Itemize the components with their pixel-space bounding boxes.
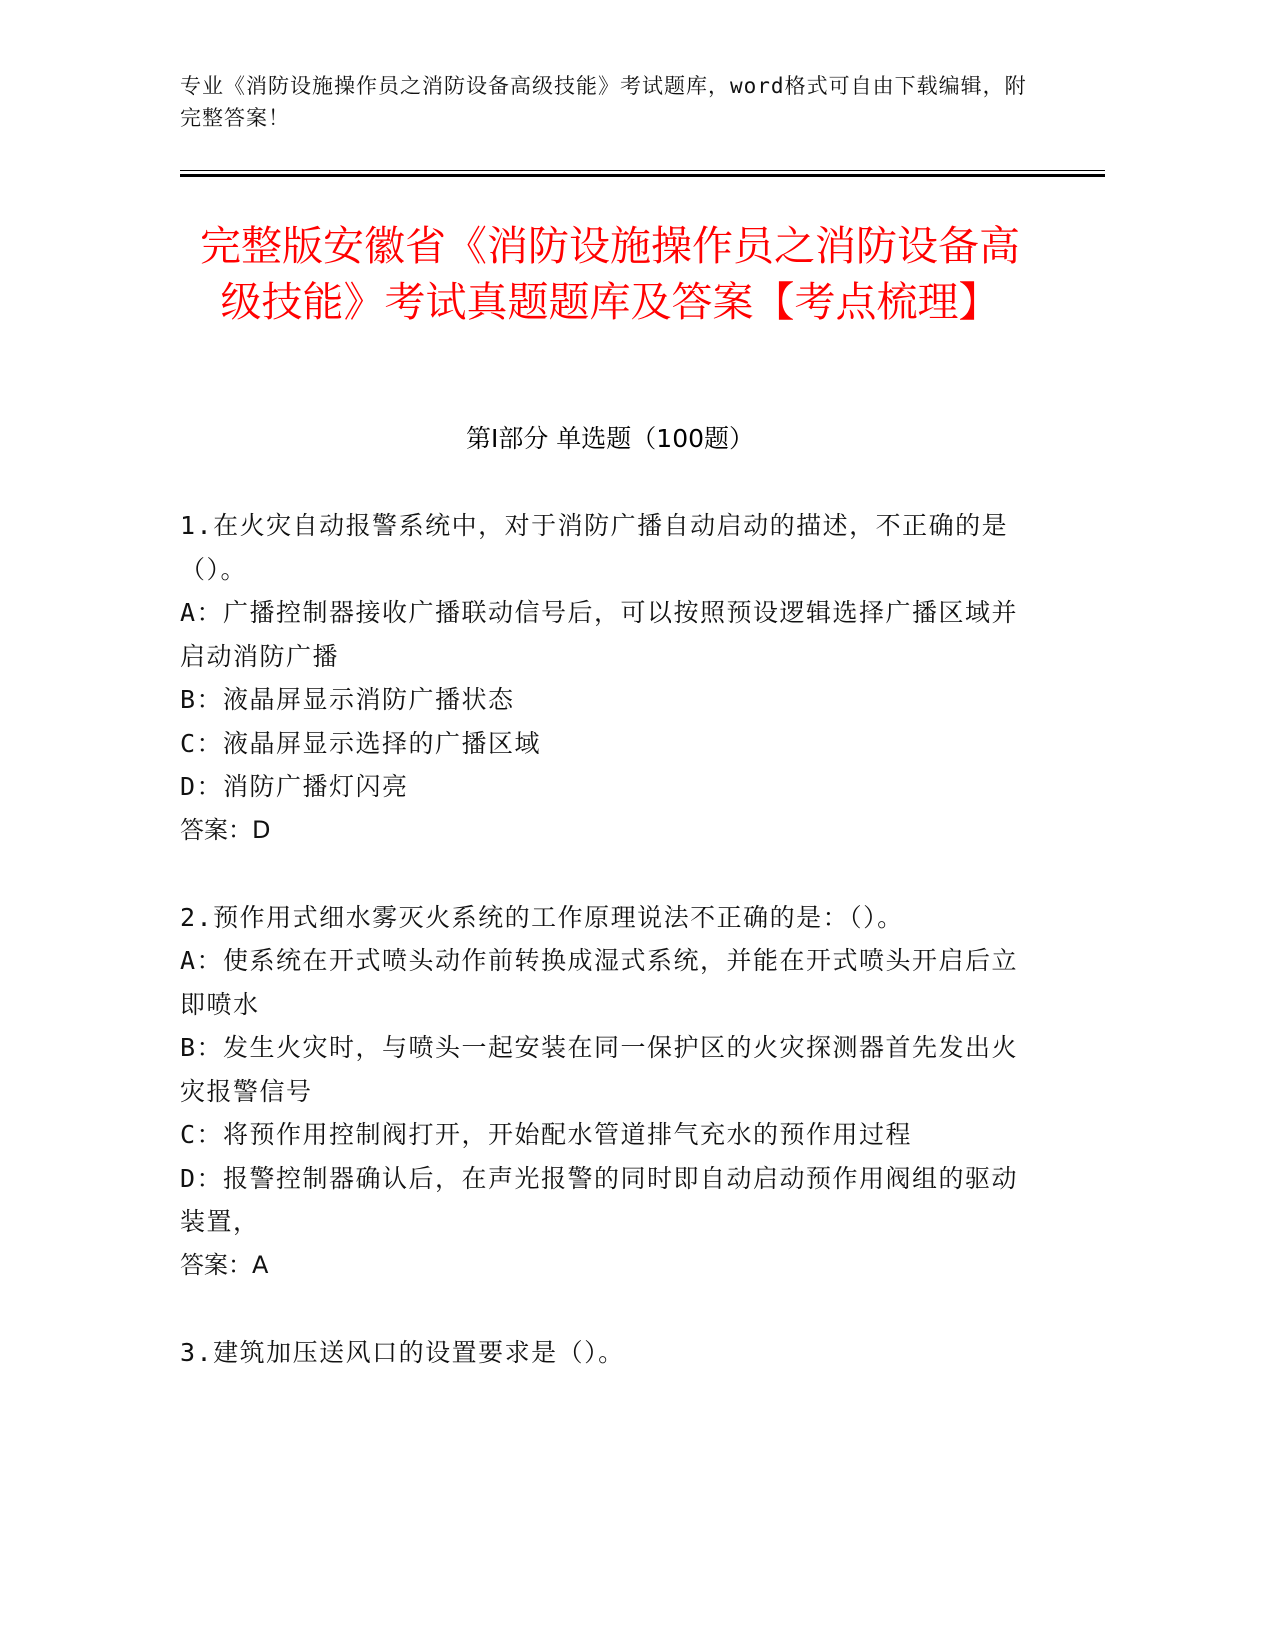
option-c: C：将预作用控制阀打开，开始配水管道排气充水的预作用过程: [180, 1120, 913, 1149]
option-a: A：使系统在开式喷头动作前转换成湿式系统，并能在开式喷头开启后立即喷水: [180, 946, 1019, 1019]
option-d: D：消防广播灯闪亮: [180, 772, 409, 801]
section-heading: 第I部分 单选题（100题）: [465, 424, 755, 453]
option-a: A：广播控制器接收广播联动信号后，可以按照预设逻辑选择广播区域并启动消防广播: [180, 598, 1019, 671]
question-list: [180, 504, 1030, 1418]
question-stem: 1.在火灾自动报警系统中，对于消防广播自动启动的描述，不正确的是（）。: [180, 511, 1009, 584]
question-1: [180, 504, 1030, 852]
header-note: 专业《消防设施操作员之消防设备高级技能》考试题库，word格式可自由下载编辑，附完整答案！: [180, 74, 1027, 130]
option-b: B：液晶屏显示消防广播状态: [180, 685, 515, 714]
header-divider-thick: [180, 174, 1105, 177]
option-b: B：发生火灾时，与喷头一起安装在同一保护区的火灾探测器首先发出火灾报警信号: [180, 1033, 1019, 1106]
answer: 答案：D: [180, 815, 271, 844]
option-c: C：液晶屏显示选择的广播区域: [180, 728, 542, 758]
question-stem: 2.预作用式细水雾灭火系统的工作原理说法不正确的是：（）。: [180, 902, 904, 932]
question-3: [180, 1331, 1030, 1375]
question-stem: 3.建筑加压送风口的设置要求是（）。: [180, 1337, 625, 1367]
question-2: [180, 896, 1030, 1288]
option-d: D：报警控制器确认后，在声光报警的同时即自动启动预作用阀组的驱动装置，: [180, 1163, 1019, 1236]
document-title: 完整版安徽省《消防设施操作员之消防设备高级技能》考试真题题库及答案【考点梳理】: [200, 222, 1020, 326]
answer: 答案：A: [180, 1250, 269, 1279]
header-divider-thin: [180, 170, 1105, 171]
